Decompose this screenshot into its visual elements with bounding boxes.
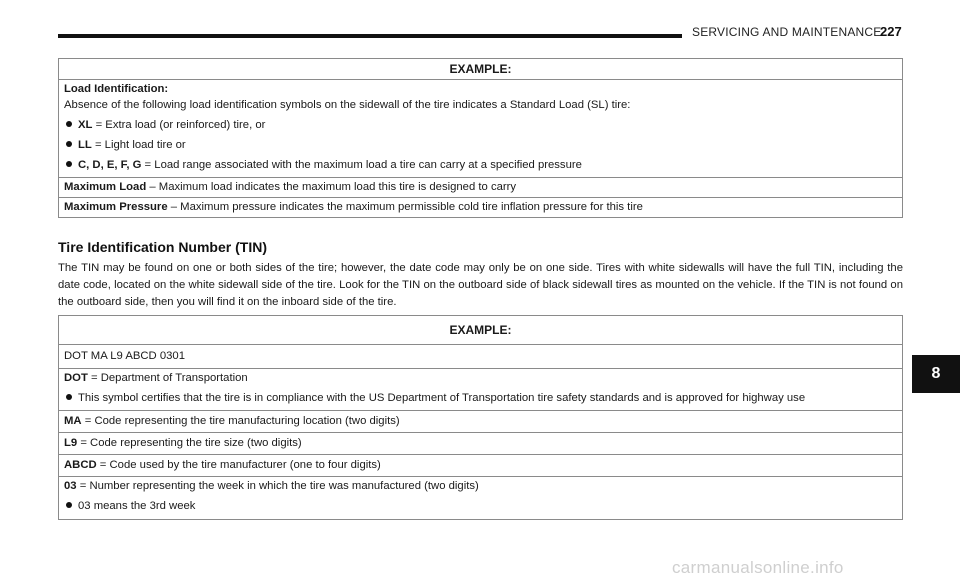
abcd-cell	[59, 455, 903, 477]
list-item	[64, 138, 897, 153]
bullet-icon	[66, 502, 72, 508]
list-item	[64, 391, 897, 406]
maximum-pressure-cell	[59, 198, 903, 218]
l9-cell	[59, 433, 903, 455]
bullet-icon	[66, 161, 72, 167]
bullet-icon	[66, 141, 72, 147]
definition: – Maximum load indicates the maximum load this tire is designed to carry	[146, 181, 517, 193]
load-identification-cell	[59, 80, 903, 178]
tin-example-table	[58, 315, 903, 520]
definition: = Code representing the tire size (two digits)	[77, 437, 302, 449]
bullet-text: This symbol certifies that the tire is in compliance with the US Department of Transportation tire safety standards and is approved for highway use	[78, 392, 806, 404]
definition: – Maximum pressure indicates the maximum permissible cold tire inflation pressure for this tire	[167, 201, 643, 213]
dot-row	[64, 371, 897, 386]
section-header: SERVICING AND MAINTENANCE	[692, 25, 882, 39]
header-rule	[58, 34, 682, 38]
week-row	[64, 479, 897, 494]
term: Maximum Pressure	[64, 201, 168, 213]
bullet-icon	[66, 394, 72, 400]
term: DOT	[64, 372, 88, 384]
term: L9	[64, 437, 78, 449]
definition: = Code used by the tire manufacturer (one to four digits)	[96, 459, 381, 471]
tin-code-cell: DOT MA L9 ABCD 0301	[59, 345, 903, 369]
table-heading: EXAMPLE:	[59, 316, 903, 345]
dot-cell	[59, 369, 903, 411]
definition: = Light load tire or	[91, 139, 186, 151]
term: ABCD	[64, 459, 97, 471]
bullet-text: 03 means the 3rd week	[78, 500, 196, 512]
section-title: Tire Identification Number (TIN)	[58, 239, 267, 255]
term: XL	[78, 119, 93, 131]
definition: = Load range associated with the maximum load a tire can carry at a specified pressure	[141, 159, 582, 171]
term: LL	[78, 139, 92, 151]
chapter-tab: 8	[912, 355, 960, 393]
term: MA	[64, 415, 82, 427]
list-item	[64, 499, 897, 514]
ma-cell	[59, 411, 903, 433]
table-heading: EXAMPLE:	[59, 59, 903, 80]
load-identification-text: Absence of the following load identification symbols on the sidewall of the tire indicates a Standard Load (SL) tire:	[64, 99, 631, 111]
definition: = Department of Transportation	[87, 372, 248, 384]
term: 03	[64, 480, 77, 492]
page-number: 227	[880, 24, 902, 39]
maximum-load-cell	[59, 178, 903, 198]
definition: = Code representing the tire manufacturing location (two digits)	[81, 415, 400, 427]
definition: = Number representing the week in which the tire was manufactured (two digits)	[76, 480, 479, 492]
watermark: carmanualsonline.info	[672, 558, 844, 577]
term: Maximum Load	[64, 181, 147, 193]
week-cell	[59, 477, 903, 520]
list-item	[64, 118, 897, 133]
list-item	[64, 158, 897, 173]
tin-paragraph: The TIN may be found on one or both sides of the tire; however, the date code may only be on one side. Tires with white sidewalls will have the full TIN, including the date code, located on the white sidewall side of the tire. Look for the TIN on the outboard side of black sidewall tires as mounted on the vehicle. If the TIN is not found on the outboard side, then you will find it on the inboard side of the tire.	[58, 262, 903, 308]
load-example-table	[58, 58, 903, 218]
term: C, D, E, F, G	[78, 159, 142, 171]
definition: = Extra load (or reinforced) tire, or	[92, 119, 266, 131]
bullet-icon	[66, 121, 72, 127]
load-identification-title: Load Identification:	[64, 83, 169, 95]
